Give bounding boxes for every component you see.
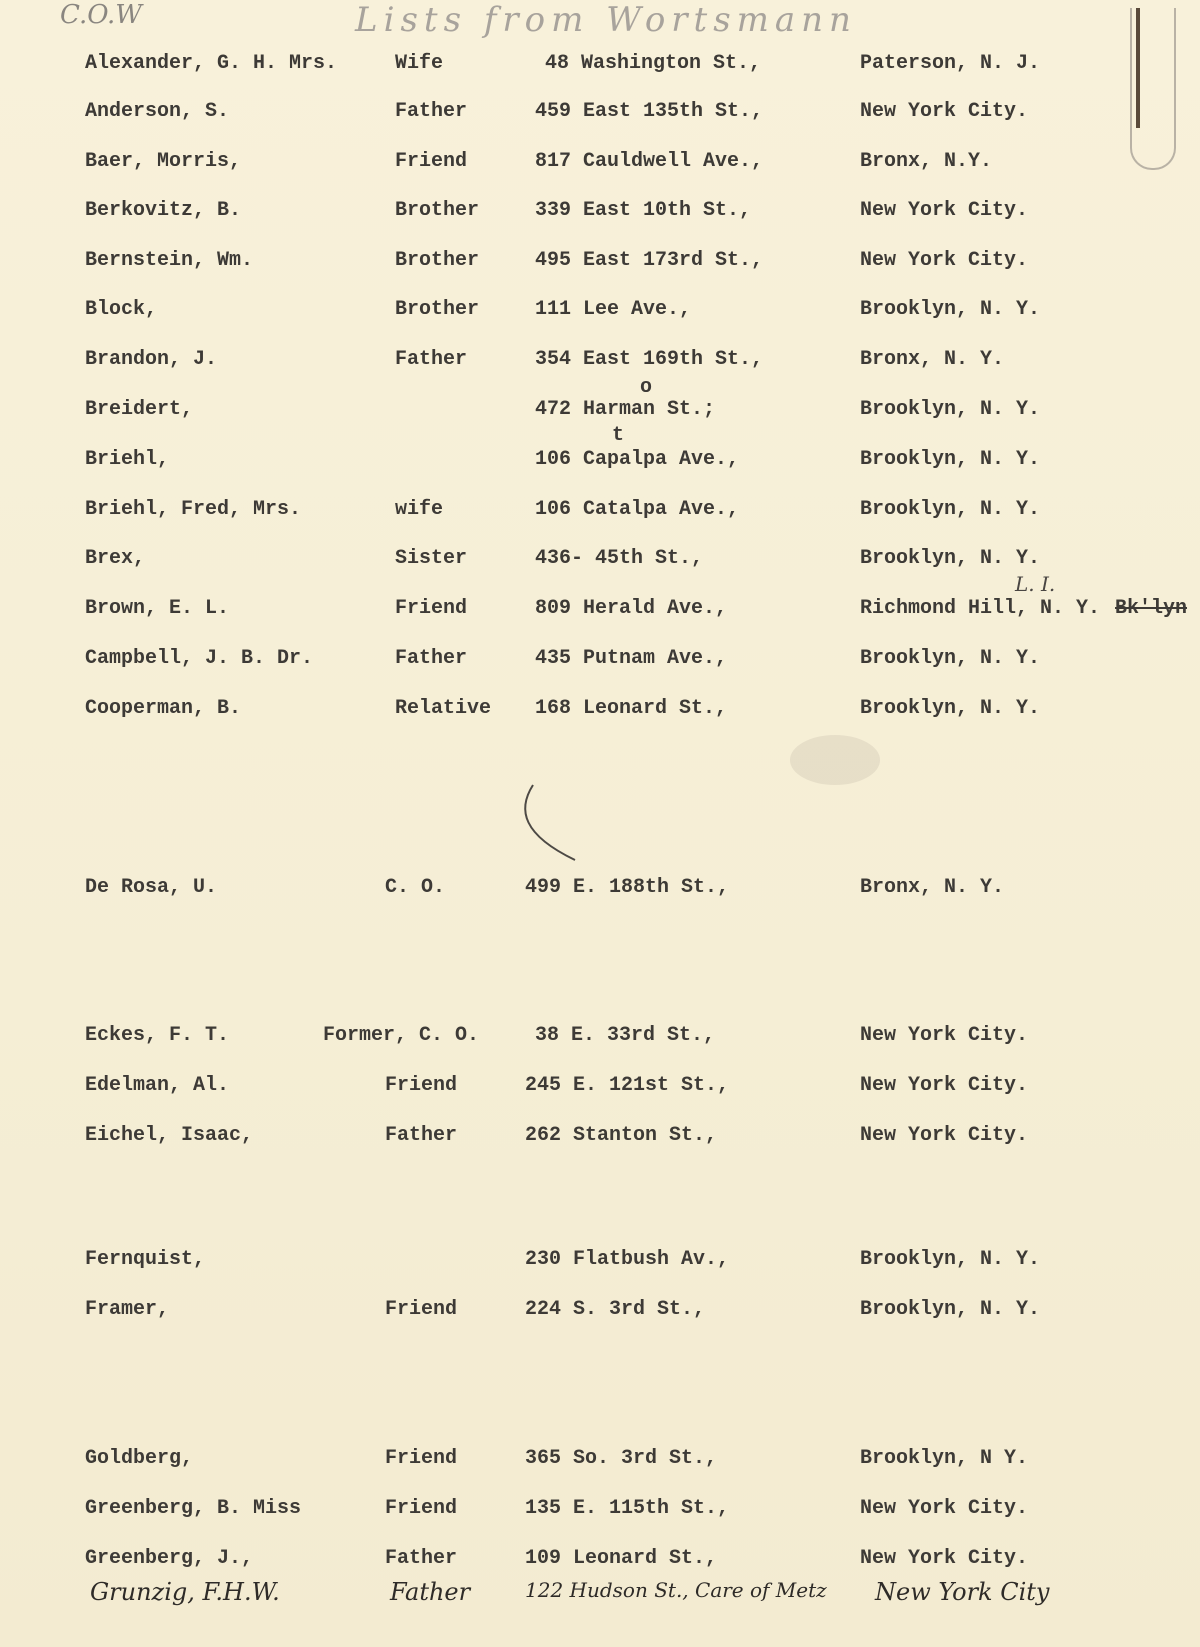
- contact-relation: Former, C. O.: [323, 1024, 480, 1047]
- contact-address: 109 Leonard St.,: [525, 1547, 718, 1570]
- contact-relation: Father: [395, 100, 468, 123]
- contact-city: Bronx, N.Y.: [860, 150, 993, 173]
- contact-address: 495 East 173rd St.,: [535, 249, 764, 272]
- contact-address: 339 East 10th St.,: [535, 199, 752, 222]
- contact-relation: Friend: [395, 597, 468, 620]
- list-row: [0, 1024, 1200, 1054]
- contact-city: Brooklyn, N. Y.: [860, 1298, 1041, 1321]
- contact-name: Greenberg, J.,: [85, 1547, 254, 1570]
- contact-relation: Relative: [395, 697, 492, 720]
- contact-relation: Wife: [395, 52, 444, 75]
- contact-relation: Sister: [395, 547, 468, 570]
- contact-name: Brandon, J.: [85, 348, 218, 371]
- list-row: [0, 348, 1200, 378]
- list-row: [0, 1298, 1200, 1328]
- contact-address: 809 Herald Ave.,: [535, 597, 728, 620]
- correction-mark: o: [640, 376, 653, 399]
- struck-text: Bk'lyn: [1115, 597, 1188, 620]
- contact-name: Framer,: [85, 1298, 170, 1321]
- list-row: [0, 498, 1200, 528]
- handwritten-row: [0, 1578, 1200, 1608]
- contact-address: 459 East 135th St.,: [535, 100, 764, 123]
- contact-name: Berkovitz, B.: [85, 199, 242, 222]
- list-row: [0, 1124, 1200, 1154]
- list-row: [0, 1248, 1200, 1278]
- contact-relation: Brother: [395, 199, 480, 222]
- handwritten-insert: L. I.: [1015, 572, 1056, 596]
- contact-city: New York City.: [860, 100, 1029, 123]
- list-row: [0, 597, 1200, 627]
- contact-relation: Brother: [395, 249, 480, 272]
- contact-relation: Father: [385, 1124, 458, 1147]
- contact-name: Eckes, F. T.: [85, 1024, 230, 1047]
- contact-address: 230 Flatbush Av.,: [525, 1248, 730, 1271]
- contact-city: Brooklyn, N. Y.: [860, 647, 1041, 670]
- contact-name: Bernstein, Wm.: [85, 249, 254, 272]
- paper-stain: [790, 735, 880, 785]
- contact-address: 111 Lee Ave.,: [535, 298, 692, 321]
- contact-name: Goldberg,: [85, 1447, 194, 1470]
- contact-name: Eichel, Isaac,: [85, 1124, 254, 1147]
- contact-city: New York City.: [860, 1124, 1029, 1147]
- contact-name: Briehl, Fred, Mrs.: [85, 498, 302, 521]
- contact-name: Campbell, J. B. Dr.: [85, 647, 314, 670]
- contact-city: Brooklyn, N. Y.: [860, 448, 1041, 471]
- list-row: [0, 150, 1200, 180]
- contact-address: 168 Leonard St.,: [535, 697, 728, 720]
- contact-name: Briehl,: [85, 448, 170, 471]
- list-row: [0, 52, 1200, 82]
- contact-address: 38 E. 33rd St.,: [535, 1024, 716, 1047]
- contact-name: Greenberg, B. Miss: [85, 1497, 302, 1520]
- correction-mark: t: [612, 424, 625, 447]
- contact-city: Brooklyn, N. Y.: [860, 1248, 1041, 1271]
- contact-relation: wife: [395, 498, 444, 521]
- contact-relation: Friend: [395, 150, 468, 173]
- contact-name: Fernquist,: [85, 1248, 206, 1271]
- list-row: [0, 647, 1200, 677]
- contact-address: 135 E. 115th St.,: [525, 1497, 730, 1520]
- list-row: [0, 1447, 1200, 1477]
- contact-city: New York City.: [860, 199, 1029, 222]
- contact-city: Brooklyn, N. Y.: [860, 498, 1041, 521]
- contact-relation: Father: [385, 1547, 458, 1570]
- list-row: [0, 1547, 1200, 1577]
- contact-address: 436- 45th St.,: [535, 547, 704, 570]
- contact-city: Brooklyn, N. Y.: [860, 298, 1041, 321]
- list-row: [0, 398, 1200, 428]
- contact-name: Grunzig, F.H.W.: [90, 1578, 280, 1606]
- pencil-scribble: [515, 780, 595, 870]
- contact-relation: Friend: [385, 1074, 458, 1097]
- contact-address: 365 So. 3rd St.,: [525, 1447, 718, 1470]
- contact-city: Bronx, N. Y.: [860, 348, 1005, 371]
- contact-city: Brooklyn, N. Y.: [860, 697, 1041, 720]
- list-row: [0, 100, 1200, 130]
- contact-name: Block,: [85, 298, 158, 321]
- contact-relation: Father: [390, 1578, 471, 1606]
- contact-address: 354 East 169th St.,: [535, 348, 764, 371]
- contact-name: Alexander, G. H. Mrs.: [85, 52, 338, 75]
- corner-note: C.O.W: [60, 0, 143, 30]
- contact-address: 472 Harman St.;: [535, 398, 716, 421]
- contact-name: Breidert,: [85, 398, 194, 421]
- contact-address: 435 Putnam Ave.,: [535, 647, 728, 670]
- contact-relation: C. O.: [385, 876, 446, 899]
- contact-address: 245 E. 121st St.,: [525, 1074, 730, 1097]
- page-title: Lists from Wortsmann: [355, 0, 857, 40]
- contact-relation: Friend: [385, 1298, 458, 1321]
- contact-address: 817 Cauldwell Ave.,: [535, 150, 764, 173]
- contact-address: 224 S. 3rd St.,: [525, 1298, 706, 1321]
- contact-address: 122 Hudson St., Care of Metz: [525, 1578, 827, 1602]
- contact-address: 106 Catalpa Ave.,: [535, 498, 740, 521]
- list-row: [0, 1074, 1200, 1104]
- list-row: [0, 298, 1200, 328]
- list-row: [0, 448, 1200, 478]
- contact-city: Brooklyn, N Y.: [860, 1447, 1029, 1470]
- contact-address: 262 Stanton St.,: [525, 1124, 718, 1147]
- contact-city: New York City.: [860, 1497, 1029, 1520]
- contact-name: Brown, E. L.: [85, 597, 230, 620]
- contact-city: New York City.: [860, 1024, 1029, 1047]
- contact-address: 499 E. 188th St.,: [525, 876, 730, 899]
- contact-name: Cooperman, B.: [85, 697, 242, 720]
- contact-relation: Friend: [385, 1447, 458, 1470]
- contact-relation: Father: [395, 647, 468, 670]
- contact-city: Paterson, N. J.: [860, 52, 1041, 75]
- contact-address: 106 Capalpa Ave.,: [535, 448, 740, 471]
- list-row: [0, 697, 1200, 727]
- list-row: [0, 199, 1200, 229]
- list-row: [0, 249, 1200, 279]
- contact-city: Brooklyn, N. Y.: [860, 398, 1041, 421]
- contact-city: New York City.: [860, 1074, 1029, 1097]
- contact-city: New York City.: [860, 249, 1029, 272]
- list-row: [0, 1497, 1200, 1527]
- contact-address: 48 Washington St.,: [545, 52, 762, 75]
- contact-name: Edelman, Al.: [85, 1074, 230, 1097]
- contact-relation: Father: [395, 348, 468, 371]
- contact-city: New York City.: [860, 1547, 1029, 1570]
- contact-city: Richmond Hill, N. Y.: [860, 597, 1101, 620]
- contact-name: Anderson, S.: [85, 100, 230, 123]
- contact-name: De Rosa, U.: [85, 876, 218, 899]
- contact-relation: Brother: [395, 298, 480, 321]
- contact-relation: Friend: [385, 1497, 458, 1520]
- contact-name: Brex,: [85, 547, 146, 570]
- list-row: [0, 876, 1200, 906]
- contact-city: Bronx, N. Y.: [860, 876, 1005, 899]
- contact-city: Brooklyn, N. Y.: [860, 547, 1041, 570]
- contact-name: Baer, Morris,: [85, 150, 242, 173]
- contact-city: New York City: [875, 1578, 1050, 1606]
